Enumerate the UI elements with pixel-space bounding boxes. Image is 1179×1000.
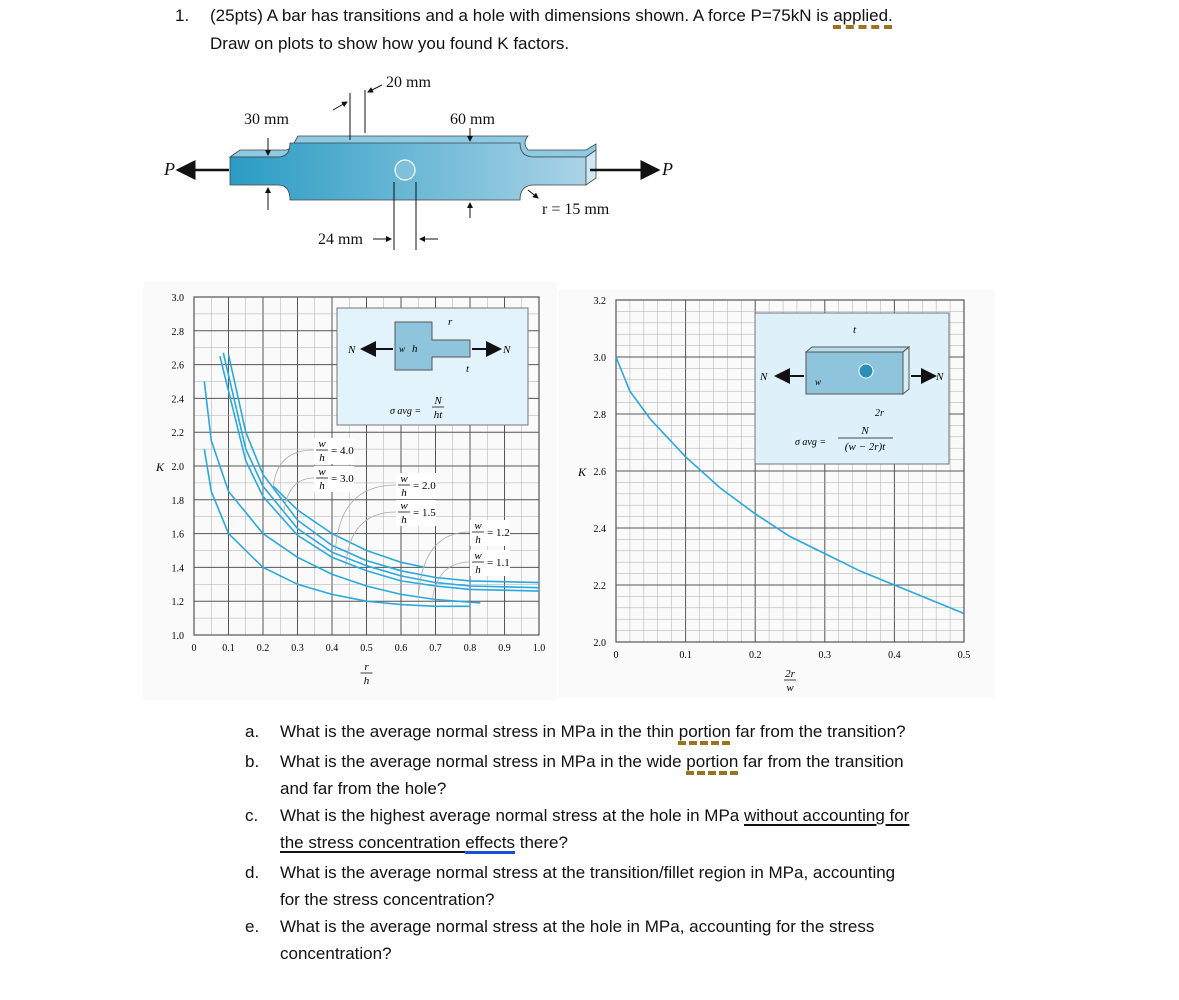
series-label-value: = 2.0	[413, 480, 436, 492]
x-tick-label: 0.9	[498, 643, 511, 654]
x-axis-label-num: r	[364, 661, 369, 673]
inset-formula-lhs: σ avg =	[795, 437, 827, 448]
inset-2r-label: 2r	[875, 408, 884, 419]
inset-r-label: r	[448, 316, 453, 328]
y-tick-label: 1.8	[171, 495, 184, 507]
x-tick-label: 0.3	[818, 650, 832, 661]
y-tick-label: 1.0	[171, 631, 184, 642]
y-tick-label: 2.6	[171, 360, 184, 372]
inset-t-label: t	[853, 324, 857, 336]
x-tick-label: 0.3	[291, 643, 304, 654]
underlined-text: without accounting for	[743, 806, 910, 825]
x-tick-label: 0.4	[325, 643, 339, 654]
y-tick-label: 2.6	[593, 467, 606, 478]
question-text-line	[280, 779, 446, 799]
question-text-line	[280, 806, 909, 826]
x-axis-label-den: h	[363, 675, 370, 687]
y-tick-label: 1.6	[171, 529, 184, 541]
series-label-value: = 4.0	[331, 445, 354, 457]
x-tick-label: 0.8	[463, 643, 477, 654]
x-tick-label: 0	[191, 643, 197, 654]
question-text-line	[280, 917, 874, 937]
inset-force-right: N	[503, 344, 511, 356]
bar-figure	[163, 74, 673, 250]
hole	[395, 160, 415, 180]
question-text-line	[280, 944, 392, 964]
inset-w-label: w	[399, 344, 406, 354]
question-text-line	[280, 752, 904, 772]
question-text: there?	[515, 833, 568, 852]
underlined-text: portion	[678, 722, 731, 741]
series-label-num: w	[318, 466, 326, 478]
x-tick-label: 0.4	[888, 650, 901, 661]
question-text: What is the average normal stress at the hole in MPa, accounting for the stress	[280, 917, 875, 936]
question-text-line	[280, 863, 895, 883]
inset-force-left: N	[348, 344, 356, 356]
force-label-right: P	[662, 159, 673, 179]
question-letter: e.	[245, 917, 260, 936]
question-text-line	[280, 833, 568, 853]
inset-w-label: w	[815, 377, 822, 387]
dim-thin-width-label: 30 mm	[244, 111, 289, 128]
inset-force-right: N	[936, 371, 944, 383]
dim-wide-width-label: 60 mm	[450, 111, 495, 128]
series-label-value: = 3.0	[331, 473, 354, 485]
y-tick-label: 2.8	[171, 326, 184, 338]
series-label-den: h	[475, 534, 481, 546]
x-axis-label-den: w	[786, 682, 794, 694]
dim-fillet-label: r = 15 mm	[542, 201, 610, 218]
x-tick-label: 0.5	[957, 650, 971, 661]
x-tick-label: 0.6	[394, 643, 408, 654]
y-tick-label: 2.4	[171, 394, 184, 406]
y-tick-label: 1.4	[171, 563, 184, 575]
series-label-den: h	[319, 452, 325, 464]
applied-underlined: applied.	[833, 6, 893, 25]
x-tick-label: 0.7	[429, 643, 442, 654]
inset-formula-num: N	[434, 395, 442, 407]
x-tick-label: 0.2	[748, 650, 762, 661]
x-tick-label: 0.1	[679, 650, 692, 661]
series-label-num: w	[318, 438, 326, 450]
x-tick-label: 0.2	[256, 643, 270, 654]
question-text: What is the highest average normal stress at the hole in MPa	[280, 806, 744, 825]
force-label-left: P	[164, 159, 175, 179]
question-text: concentration?	[280, 944, 392, 963]
question-letter: b.	[245, 752, 260, 771]
question-text: far from the transition	[738, 752, 904, 771]
series-label-value: = 1.1	[487, 557, 510, 569]
question-text: What is the average normal stress in MPa in the wide	[280, 752, 687, 771]
inset-hole	[859, 364, 873, 378]
question-text: for the stress concentration?	[280, 890, 495, 909]
inset-formula-num: N	[861, 425, 869, 437]
y-tick-label: 2.8	[593, 410, 606, 421]
y-tick-label: 3.2	[593, 296, 606, 307]
y-tick-label: 2.2	[171, 428, 184, 440]
plate-top	[806, 347, 909, 352]
x-tick-label: 1.0	[532, 643, 546, 654]
inset-formula-den: (w − 2r)t	[844, 441, 886, 453]
question-text: and far from the hole?	[280, 779, 447, 798]
y-tick-label: 3.0	[593, 353, 606, 364]
y-tick-label: 3.0	[171, 293, 184, 304]
inset-formula-den: ht	[433, 409, 443, 421]
y-tick-label: 1.2	[171, 597, 184, 609]
y-tick-label: 2.2	[593, 581, 606, 592]
series-label-value: = 1.5	[413, 507, 436, 519]
series-label-num: w	[474, 520, 482, 532]
question-text-line	[280, 890, 495, 910]
plate-front	[806, 352, 903, 394]
y-axis-label: K	[578, 465, 587, 479]
y-tick-label: 2.0	[171, 462, 184, 473]
series-label-den: h	[401, 487, 407, 499]
x-tick-label: 0	[613, 650, 619, 661]
question-text-line	[280, 722, 906, 742]
series-label-num: w	[474, 550, 482, 562]
series-label-value: = 1.2	[487, 527, 510, 539]
series-label-den: h	[401, 514, 407, 526]
series-label-num: w	[400, 473, 408, 485]
x-tick-label: 0.1	[222, 643, 235, 654]
underlined-text: portion	[686, 752, 739, 771]
question-letter: d.	[245, 863, 260, 882]
dim-hole-label: 24 mm	[318, 231, 363, 248]
problem-text: (25pts) A bar has transitions and a hole with dimensions shown. A force P=75kN is	[210, 6, 834, 25]
dim-thickness-label: 20 mm	[386, 74, 431, 91]
inset-t-label: t	[466, 363, 470, 375]
series-label-den: h	[319, 480, 325, 492]
underlined-text: effects	[465, 833, 515, 852]
series-label-den: h	[475, 564, 481, 576]
question-text: far from the transition?	[730, 722, 906, 741]
y-axis-label: K	[156, 460, 165, 474]
x-axis-label-num: 2r	[785, 668, 795, 680]
underlined-text: the stress concentration	[280, 833, 466, 852]
question-text: What is the average normal stress at the transition/fillet region in MPa, accounting	[280, 863, 896, 882]
plate-end	[903, 347, 909, 394]
x-tick-label: 0.5	[360, 643, 373, 654]
y-tick-label: 2.0	[593, 638, 606, 649]
question-text: What is the average normal stress in MPa in the thin	[280, 722, 679, 741]
question-letter: c.	[245, 806, 259, 825]
y-tick-label: 2.4	[593, 524, 606, 535]
question-letter: a.	[245, 722, 260, 741]
problem-statement-line2: Draw on plots to show how you found K factors.	[210, 34, 570, 53]
series-label-num: w	[400, 500, 408, 512]
inset-h-label: h	[412, 343, 418, 355]
problem-number: 1.	[175, 6, 190, 25]
inset-force-left: N	[760, 371, 768, 383]
inset-formula-lhs: σ avg =	[390, 406, 422, 417]
